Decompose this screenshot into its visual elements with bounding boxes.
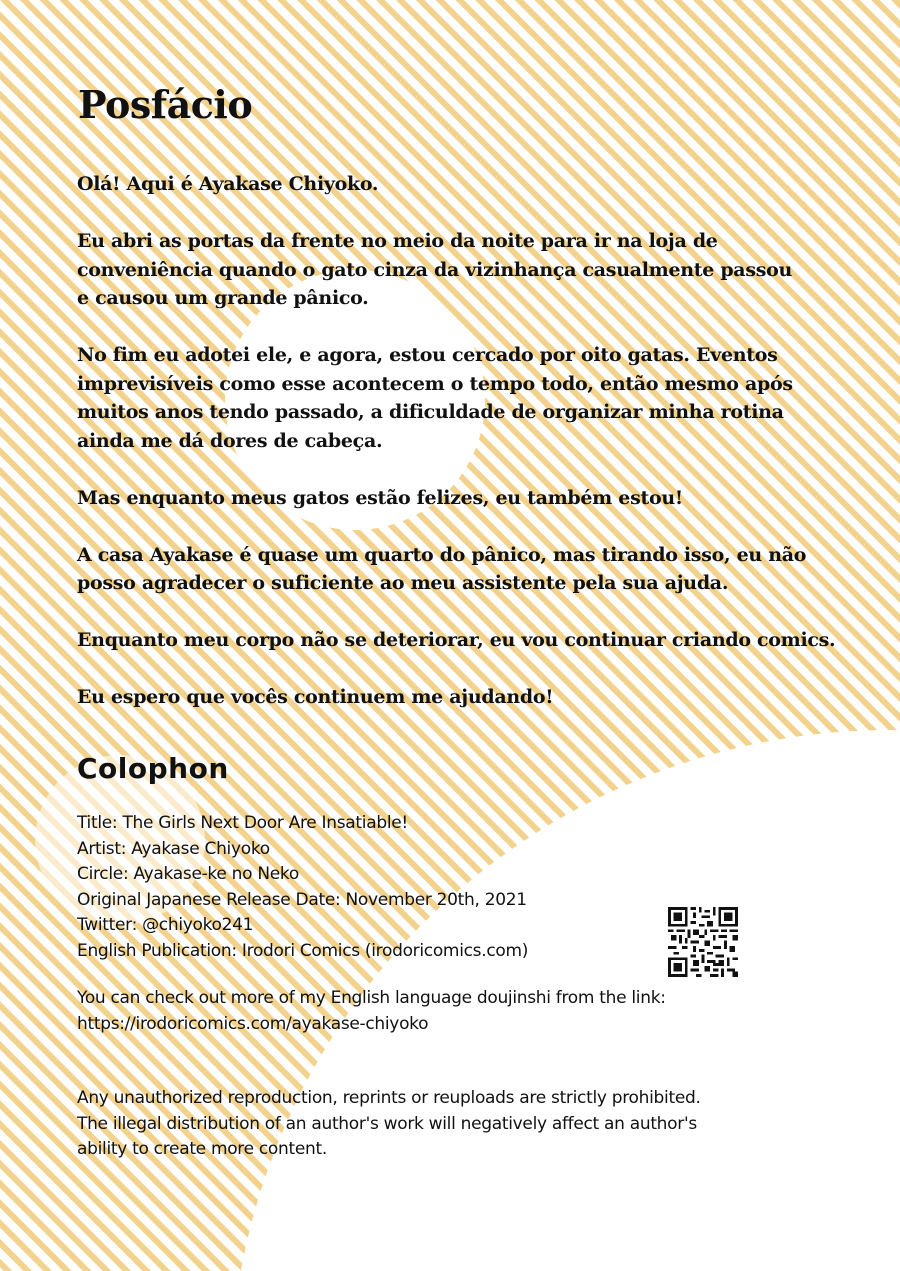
afterword-paragraph: [77, 626, 837, 655]
afterword-paragraph: [77, 170, 837, 199]
text-line: imprevisíveis como esse acontecem o tempo todo, então mesmo após: [77, 372, 793, 395]
afterword-paragraph: [77, 541, 837, 598]
afterword-paragraph: [77, 227, 837, 313]
colophon-artist-line: Artist: Ayakase Chiyoko: [77, 838, 270, 859]
afterword-paragraph: [77, 683, 837, 712]
notice-line: The illegal distribution of an author's work will negatively affect an author's: [77, 1113, 697, 1134]
afterword-body: [77, 170, 837, 740]
more-works-link[interactable]: https://irodoricomics.com/ayakase-chiyoko: [77, 1013, 429, 1034]
text-line: Eu espero que vocês continuem me ajudando!: [77, 686, 554, 708]
qr-code-icon[interactable]: [668, 907, 738, 977]
afterword-paragraph: [77, 341, 837, 455]
text-line: conveniência quando o gato cinza da vizinhança casualmente passou: [77, 258, 792, 281]
text-line: ainda me dá dores de cabeça.: [77, 429, 383, 452]
colophon-circle-line: Circle: Ayakase-ke no Neko: [77, 864, 299, 884]
text-line: posso agradecer o suficiente ao meu assistente pela sua ajuda.: [77, 572, 729, 594]
afterword-title: Posfácio: [78, 82, 253, 127]
notice-line: Any unauthorized reproduction, reprints or reuploads are strictly prohibited.: [77, 1088, 701, 1108]
colophon-title-line: Title: The Girls Next Door Are Insatiable!: [77, 813, 408, 833]
text-line: No fim eu adotei ele, e agora, estou cercado por oito gatas. Eventos: [77, 344, 778, 366]
text-line: Eu abri as portas da frente no meio da noite para ir na loja de: [77, 230, 718, 252]
text-line: A casa Ayakase é quase um quarto do pânico, mas tirando isso, eu não: [77, 543, 807, 566]
text-line: Enquanto meu corpo não se deteriorar, eu vou continuar criando comics.: [77, 629, 836, 651]
text-line: Mas enquanto meus gatos estão felizes, eu também estou!: [77, 486, 683, 509]
text-line: muitos anos tendo passado, a dificuldade de organizar minha rotina: [77, 401, 784, 423]
colophon-publication-line: English Publication: Irodori Comics (irodoricomics.com): [77, 940, 529, 961]
colophon-twitter-line: Twitter: @chiyoko241: [77, 915, 254, 935]
colophon-release-date-line: Original Japanese Release Date: November 20th, 2021: [77, 889, 527, 910]
text-line: Olá! Aqui é Ayakase Chiyoko.: [77, 173, 379, 195]
text-line: e causou um grande pânico.: [77, 287, 369, 309]
notice-line: ability to create more content.: [77, 1139, 327, 1159]
colophon-title: Colophon: [77, 752, 229, 785]
afterword-paragraph: [77, 484, 837, 513]
more-works-text: You can check out more of my English language doujinshi from the link:: [77, 988, 666, 1008]
colophon-info: [77, 811, 528, 964]
copyright-notice: [77, 1086, 701, 1163]
more-works-block: [77, 986, 666, 1037]
